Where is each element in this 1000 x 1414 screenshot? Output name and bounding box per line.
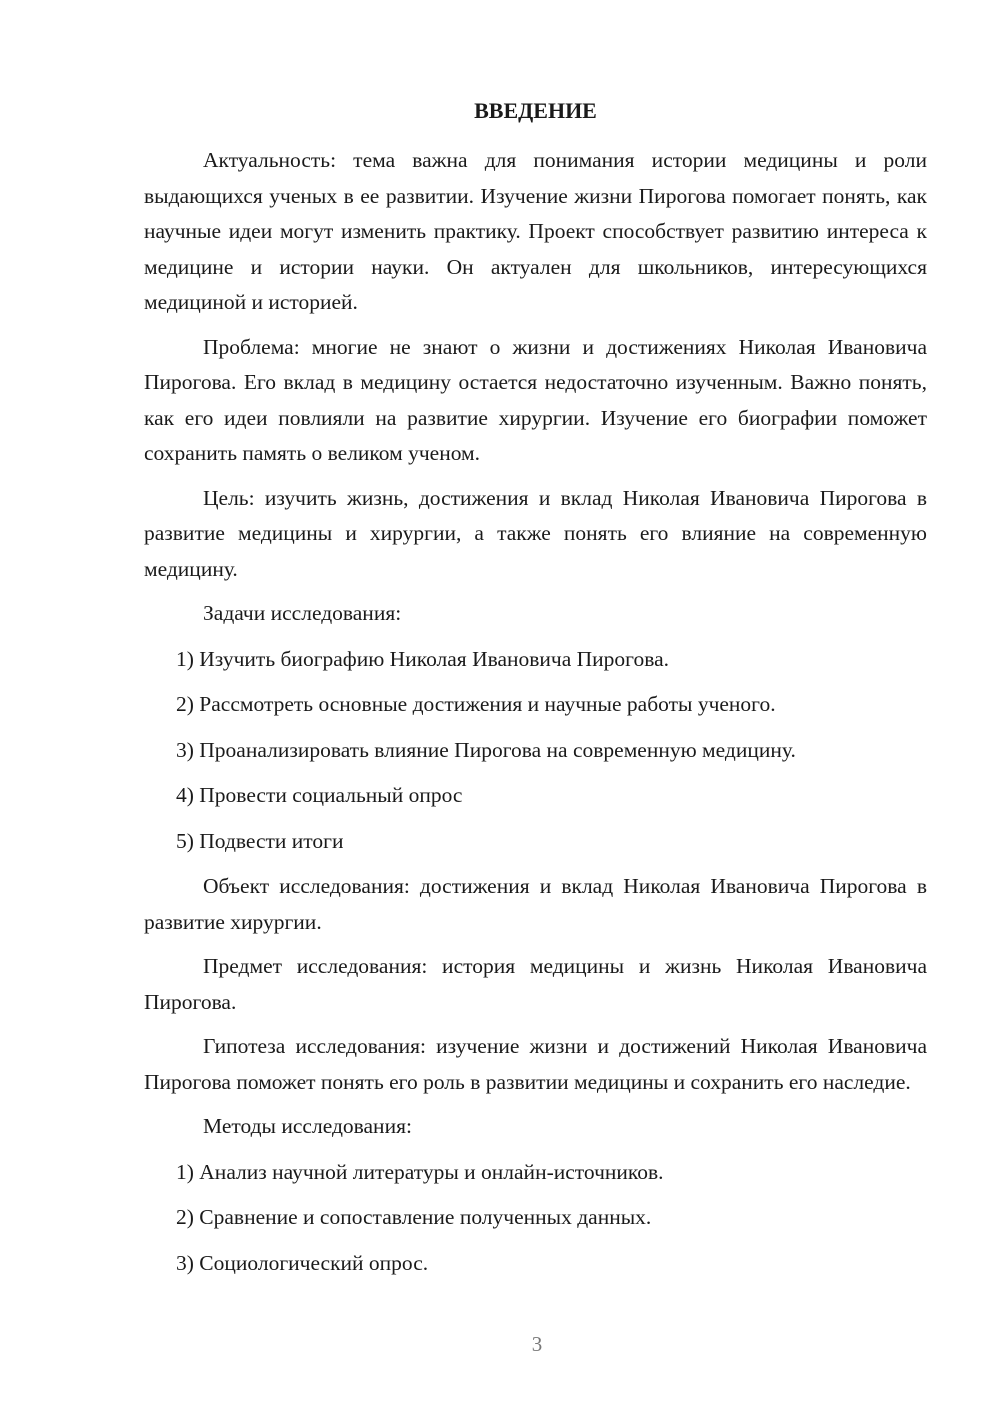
task-item: 1) Изучить биографию Николая Ивановича Пирогова. [176, 646, 669, 671]
page-number: 3 [531, 1332, 543, 1356]
subject-paragraph: Предмет исследования: история медицины и жизнь Николая Ивановича Пирогова. [144, 954, 927, 1014]
methods-title: Методы исследования: [203, 1114, 412, 1138]
problem-paragraph: Проблема: многие не знают о жизни и достижениях Николая Ивановича Пирогова. Его вклад в медицину остается недостаточно изученным. Важно понять, как его идеи повлияли на развитие хирургии. Изучение его биографии поможет сохранить память о великом ученом. [144, 334, 927, 465]
goal-paragraph: Цель: изучить жизнь, достижения и вклад Николая Ивановича Пирогова в развитие медицины и хирургии, а также понять его влияние на современную медицину. [144, 485, 927, 581]
page-content [144, 95, 927, 1291]
relevance-paragraph: Актуальность: тема важна для понимания истории медицины и роли выдающихся ученых в ее развитии. Изучение жизни Пирогова помогает понять, как научные идеи могут изменить практику. Проект способствует развитию интереса к медицине и истории науки. Он актуален для школьников, интересующихся медициной и историей. [144, 148, 927, 314]
task-item: 3) Проанализировать влияние Пирогова на современную медицину. [176, 737, 796, 762]
tasks-list [144, 642, 927, 860]
hypothesis-paragraph: Гипотеза исследования: изучение жизни и достижений Николая Ивановича Пирогова поможет понять его роль в развитии медицины и сохранить его наследие. [144, 1034, 927, 1094]
methods-list [144, 1155, 927, 1282]
method-item: 3) Социологический опрос. [176, 1250, 429, 1275]
task-item: 2) Рассмотреть основные достижения и научные работы ученого. [176, 692, 776, 716]
method-item: 1) Анализ научной литературы и онлайн-источников. [176, 1159, 664, 1184]
object-paragraph: Объект исследования: достижения и вклад Николая Ивановича Пирогова в развитие хирургии. [144, 874, 927, 934]
task-item: 5) Подвести итоги [176, 828, 344, 853]
section-heading: ВВЕДЕНИЕ [474, 98, 597, 123]
method-item: 2) Сравнение и сопоставление полученных данных. [176, 1205, 652, 1229]
tasks-title: Задачи исследования: [203, 601, 402, 625]
task-item: 4) Провести социальный опрос [176, 783, 463, 807]
